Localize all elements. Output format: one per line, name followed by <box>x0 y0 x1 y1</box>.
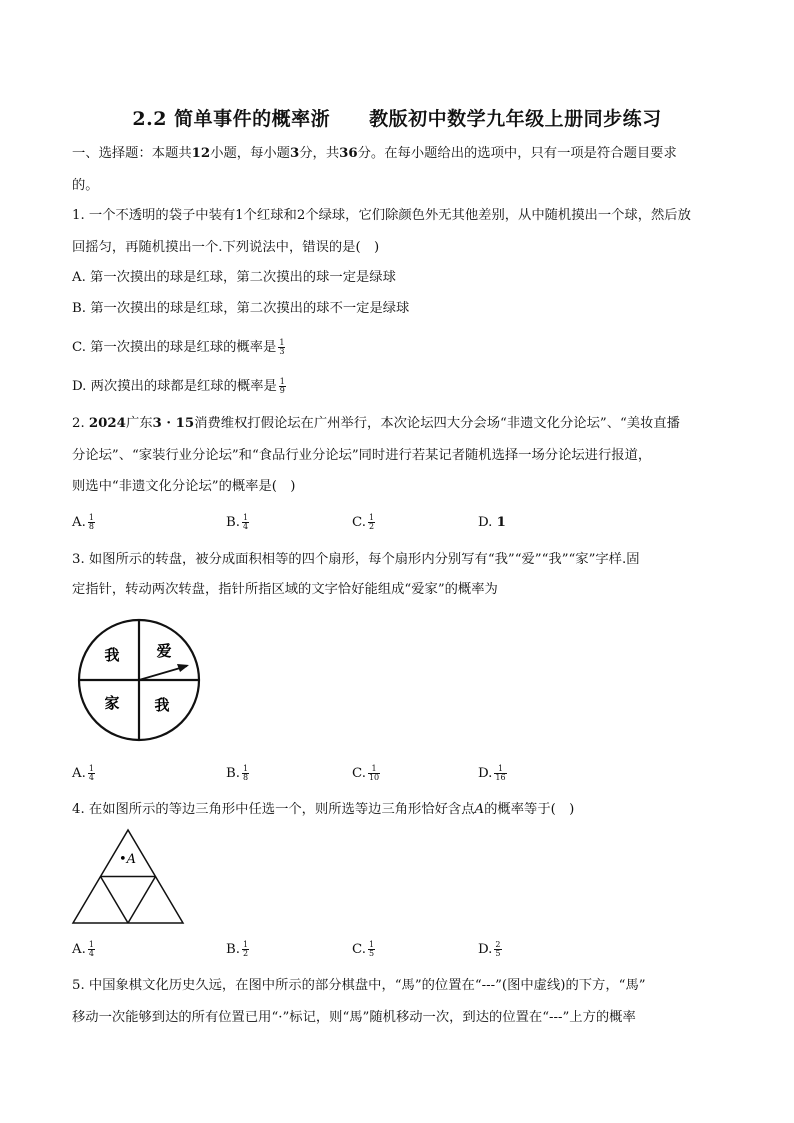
q3-option-b: B. $\frac{1}{8}$ <box>226 764 249 782</box>
section-points-each: 3 <box>289 146 300 161</box>
q3-option-d: D. $\frac{1}{16}$ <box>478 764 506 782</box>
section-question-count: 12 <box>191 146 211 161</box>
q4-option-a: A. $\frac{1}{4}$ <box>72 940 94 958</box>
q2-line1 <box>72 414 680 434</box>
q4-option-b: B. $\frac{1}{2}$ <box>226 940 249 958</box>
wheel-label-top-left: 我 <box>104 646 120 664</box>
triangle-figure <box>70 828 186 926</box>
q4-text-b: 的概率等于( ) <box>484 802 575 817</box>
wheel-label-bottom-left: 家 <box>104 694 120 712</box>
section-header-line2: 的。 <box>72 178 99 193</box>
q1-option-d-text: D. 两次摸出的球都是红球的概率是 <box>72 379 277 394</box>
q1-line1: 1. 一个不透明的袋子中装有1个红球和2个绿球，它们除颜色外无其他差别，从中随机摸出一个球，然后放 <box>72 208 691 223</box>
q2-option-b: B. $\frac{1}{4}$ <box>226 513 249 531</box>
section-header <box>72 144 677 164</box>
q2-line3: 则选中“非遗文化分论坛”的概率是( ) <box>72 479 296 494</box>
q5-line1: 5. 中国象棋文化历史久远，在图中所示的部分棋盘中，“馬”的位置在“---”(图中虚线)的下方，“馬” <box>72 978 646 993</box>
q2-option-c: C. $\frac{1}{2}$ <box>352 513 375 531</box>
q4-text-a: 4. 在如图所示的等边三角形中任选一个，则所选等边三角形恰好含点 <box>72 802 475 817</box>
q3-option-a: A. $\frac{1}{4}$ <box>72 764 94 782</box>
spinner-arrowhead <box>177 664 189 672</box>
q2-year: 2024 <box>88 416 126 431</box>
section-text-c: 分，共 <box>299 146 340 161</box>
q1-option-c-fraction: $\frac{1}{3}$ <box>279 338 285 356</box>
q2-option-a: A. $\frac{1}{8}$ <box>72 513 94 531</box>
section-text-a: 一、选择题：本题共 <box>72 146 192 161</box>
q1-option-d-fraction: $\frac{1}{9}$ <box>279 377 285 395</box>
q4-option-d: D. $\frac{2}{5}$ <box>478 940 501 958</box>
q3-line1: 3. 如图所示的转盘，被分成面积相等的四个扇形，每个扇形内分别写有“我”“爱”“我”“家”字样.固 <box>72 552 640 567</box>
page-title: 2.2 简单事件的概率浙 教版初中数学九年级上册同步练习 <box>132 108 662 130</box>
q4-option-c: C. $\frac{1}{5}$ <box>352 940 375 958</box>
section-points-total: 36 <box>339 146 358 161</box>
q1-option-b: B. 第一次摸出的球是红球，第二次摸出的球不一定是绿球 <box>72 301 410 316</box>
q2-date: 3 · 15 <box>152 416 195 431</box>
q3-line2: 定指针，转动两次转盘，指针所指区域的文字恰好能组成“爱家”的概率为 <box>72 582 498 597</box>
q1-option-c-text: C. 第一次摸出的球是红球的概率是 <box>72 340 277 355</box>
q1-line2: 回摇匀，再随机摸出一个.下列说法中，错误的是( ) <box>72 240 380 255</box>
q2-number: 2. <box>72 416 89 431</box>
q1-option-a: A. 第一次摸出的球是红球，第二次摸出的球一定是绿球 <box>72 270 396 285</box>
section-text-d: 分。在每小题给出的选项中，只有一项是符合题目要求 <box>357 146 677 161</box>
wheel-label-top-right: 爱 <box>156 642 172 660</box>
wheel-label-bottom-right: 我 <box>154 696 170 714</box>
q1-option-c <box>72 338 285 358</box>
q3-option-c: C. $\frac{1}{10}$ <box>352 764 380 782</box>
point-a-label: •A <box>119 852 137 867</box>
q4-point-label: A <box>474 802 485 817</box>
q2-text-b: 消费维权打假论坛在广州举行，本次论坛四大分会场“非遗文化分论坛”、“美妆直播 <box>194 416 680 431</box>
q2-line2: 分论坛”、“家装行业分论坛”和“食品行业分论坛”同时进行若某记者随机选择一场分论坛进行报道， <box>72 448 652 463</box>
q1-option-d <box>72 377 286 397</box>
q2-option-d: D. 1 <box>478 515 506 530</box>
section-text-b: 小题，每小题 <box>210 146 290 161</box>
spinner-figure <box>76 618 202 744</box>
q4-line1 <box>72 800 574 820</box>
q5-line2: 移动一次能够到达的所有位置已用“·”标记，则“馬”随机移动一次，到达的位置在“---”上方的概率 <box>72 1010 636 1025</box>
q2-text-a: 广东 <box>125 416 153 431</box>
